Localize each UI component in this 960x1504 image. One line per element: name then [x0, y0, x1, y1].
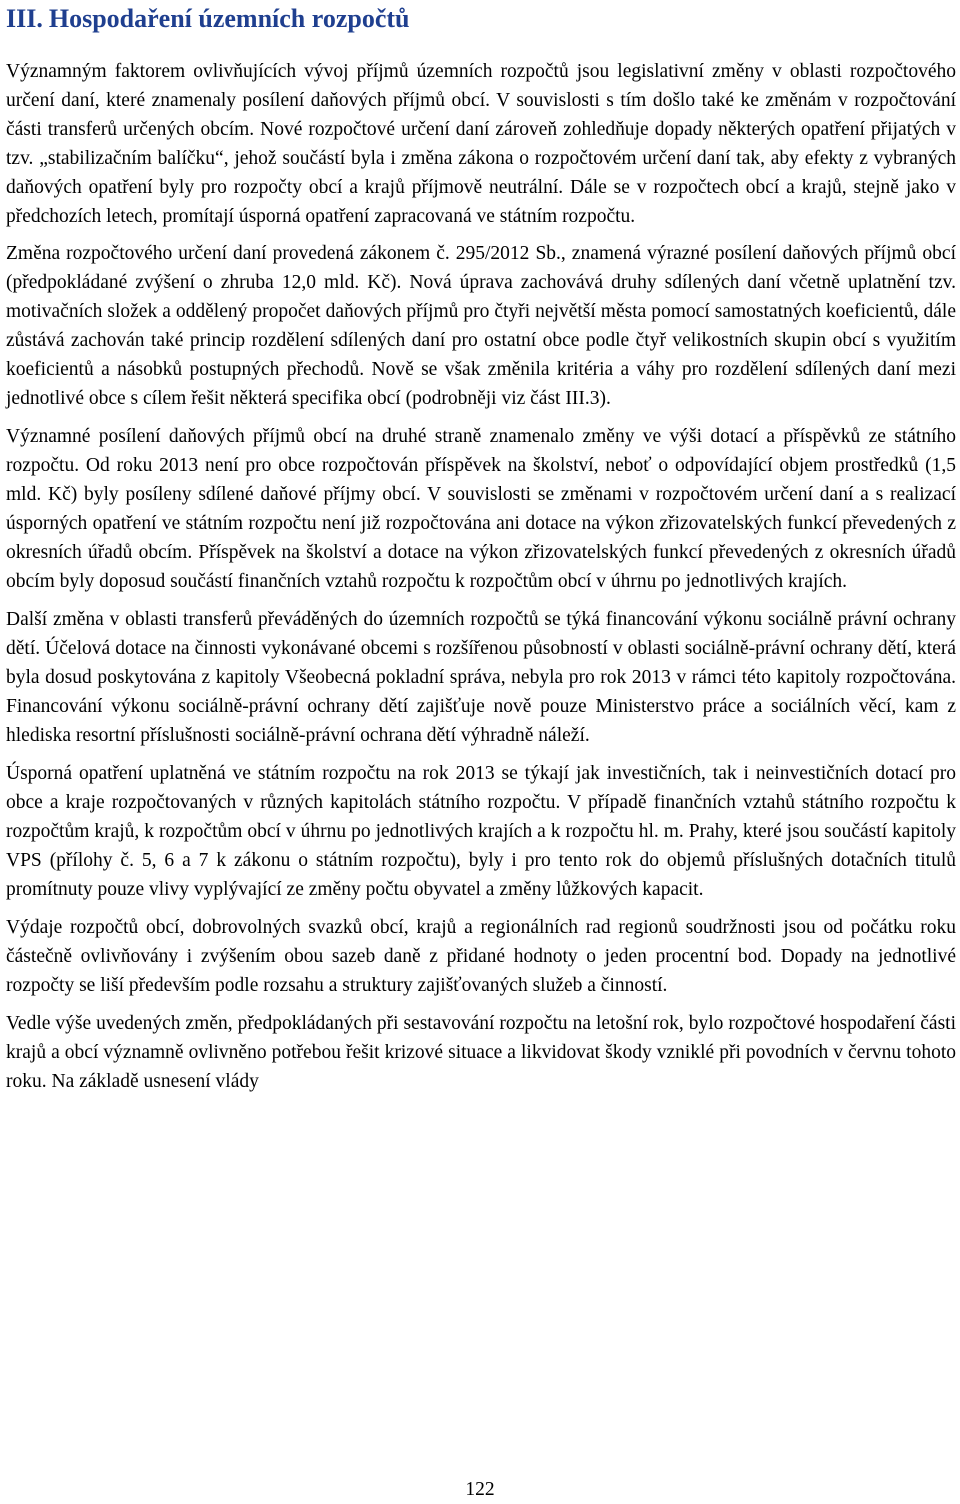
- paragraph-7: Vedle výše uvedených změn, předpokládaných při sestavování rozpočtu na letošní rok, bylo rozpočtové hospodaření části krajů a obcí významně ovlivněno potřebou řešit krizové situace a likvidovat škody vzniklé při povodních v červnu tohoto roku. Na základě usnesení vlády: [6, 1013, 956, 1092]
- paragraph-2: Změna rozpočtového určení daní provedená zákonem č. 295/2012 Sb., znamená výrazné posílení daňových příjmů obcí (předpokládané zvýšení o zhruba 12,0 mld. Kč). Nová úprava zachovává druhy sdílených daní včetně uplatnění tzv. motivačních složek a oddělený propočet daňových příjmů pro čtyři největší města pomocí samostatných koeficientů, dále zůstává zachován také princip rozdělení sdílených daní pro ostatní obce podle čtyř velikostních skupin obcí s využitím koeficientů a násobků postupných přechodů. Nově se však změnila kritéria a váhy pro rozdělení sdílených daní mezi jednotlivé obce s cílem řešit některá specifika obcí (podrobněji viz část III.3).: [6, 243, 956, 409]
- section-heading: [6, 0, 956, 36]
- paragraph-6: Výdaje rozpočtů obcí, dobrovolných svazků obcí, krajů a regionálních rad regionů soudržnosti jsou od počátku roku částečně ovlivňovány i zvýšením obou sazeb daně z přidané hodnoty o jeden procentní bod. Dopady na jednotlivé rozpočty se liší především podle rozsahu a struktury zajišťovaných služeb a činností.: [6, 917, 956, 996]
- paragraph-5: Úsporná opatření uplatněná ve státním rozpočtu na rok 2013 se týkají jak investičních, tak i neinvestičních dotací pro obce a kraje rozpočtovaných v různých kapitolách státního rozpočtu. V případě finančních vztahů státního rozpočtu k rozpočtům krajů, k rozpočtům obcí v úhrnu po jednotlivých krajích a k rozpočtu hl. m. Prahy, které jsou součástí kapitoly VPS (přílohy č. 5, 6 a 7 k zákonu o státním rozpočtu), byly i pro tento rok do objemů příslušných dotačních titulů promítnuty pouze vlivy vyplývající ze změny počtu obyvatel a změny lůžkových kapacit.: [6, 763, 956, 900]
- document-page: [6, 0, 956, 1096]
- paragraph-3: Významné posílení daňových příjmů obcí na druhé straně znamenalo změny ve výši dotací a příspěvků ze státního rozpočtu. Od roku 2013 není pro obce rozpočtován příspěvek na školství, neboť o odpovídající objem prostředků (1,5 mld. Kč) byly posíleny sdílené daňové příjmy obcí. V souvislosti se změnami v rozpočtovém určení daní a s realizací úsporných opatření ve státním rozpočtu není již rozpočtována ani dotace na výkon zřizovatelských funkcí převedených z okresních úřadů obcím. Příspěvek na školství a dotace na výkon zřizovatelských funkcí převedených z okresních úřadů obcím byly doposud součástí finančních vztahů rozpočtu k rozpočtům obcí v úhrnu po jednotlivých krajích.: [6, 426, 956, 592]
- section-title: Hospodaření územních rozpočtů: [48, 4, 410, 33]
- page-number: 122: [465, 1479, 495, 1500]
- paragraph-4: Další změna v oblasti transferů převáděných do územních rozpočtů se týká financování výkonu sociálně právní ochrany dětí. Účelová dotace na činnosti vykonávané obcemi s rozšířenou působností v oblasti sociálně-právní ochrany dětí, která byla dosud poskytována z kapitoly Všeobecná pokladní správa, nebyla pro rok 2013 v rámci této kapitoly rozpočtována. Financování výkonu sociálně-právní ochrany dětí zajišťuje nově pouze Ministerstvo práce a sociálních věcí, kam z hlediska resortní příslušnosti sociálně-právní ochrana dětí výhradně náleží.: [6, 609, 956, 746]
- section-number: III.: [6, 4, 43, 33]
- paragraph-1: Významným faktorem ovlivňujících vývoj příjmů územních rozpočtů jsou legislativní změny v oblasti rozpočtového určení daní, které znamenaly posílení daňových příjmů obcí. V souvislosti s tím došlo také ke změnám v rozpočtování části transferů určených obcím. Nové rozpočtové určení daní zároveň zohledňuje dopady některých opatření přijatých v tzv. „stabilizačním balíčku“, jehož součástí byla i změna zákona o rozpočtovém určení daní tak, aby efekty z vybraných daňových opatření byly pro rozpočty obcí a krajů příjmově neutrální. Dále se v rozpočtech obcí a krajů, stejně jako v předchozích letech, promítají úsporná opatření zapracovaná ve státním rozpočtu.: [6, 61, 956, 227]
